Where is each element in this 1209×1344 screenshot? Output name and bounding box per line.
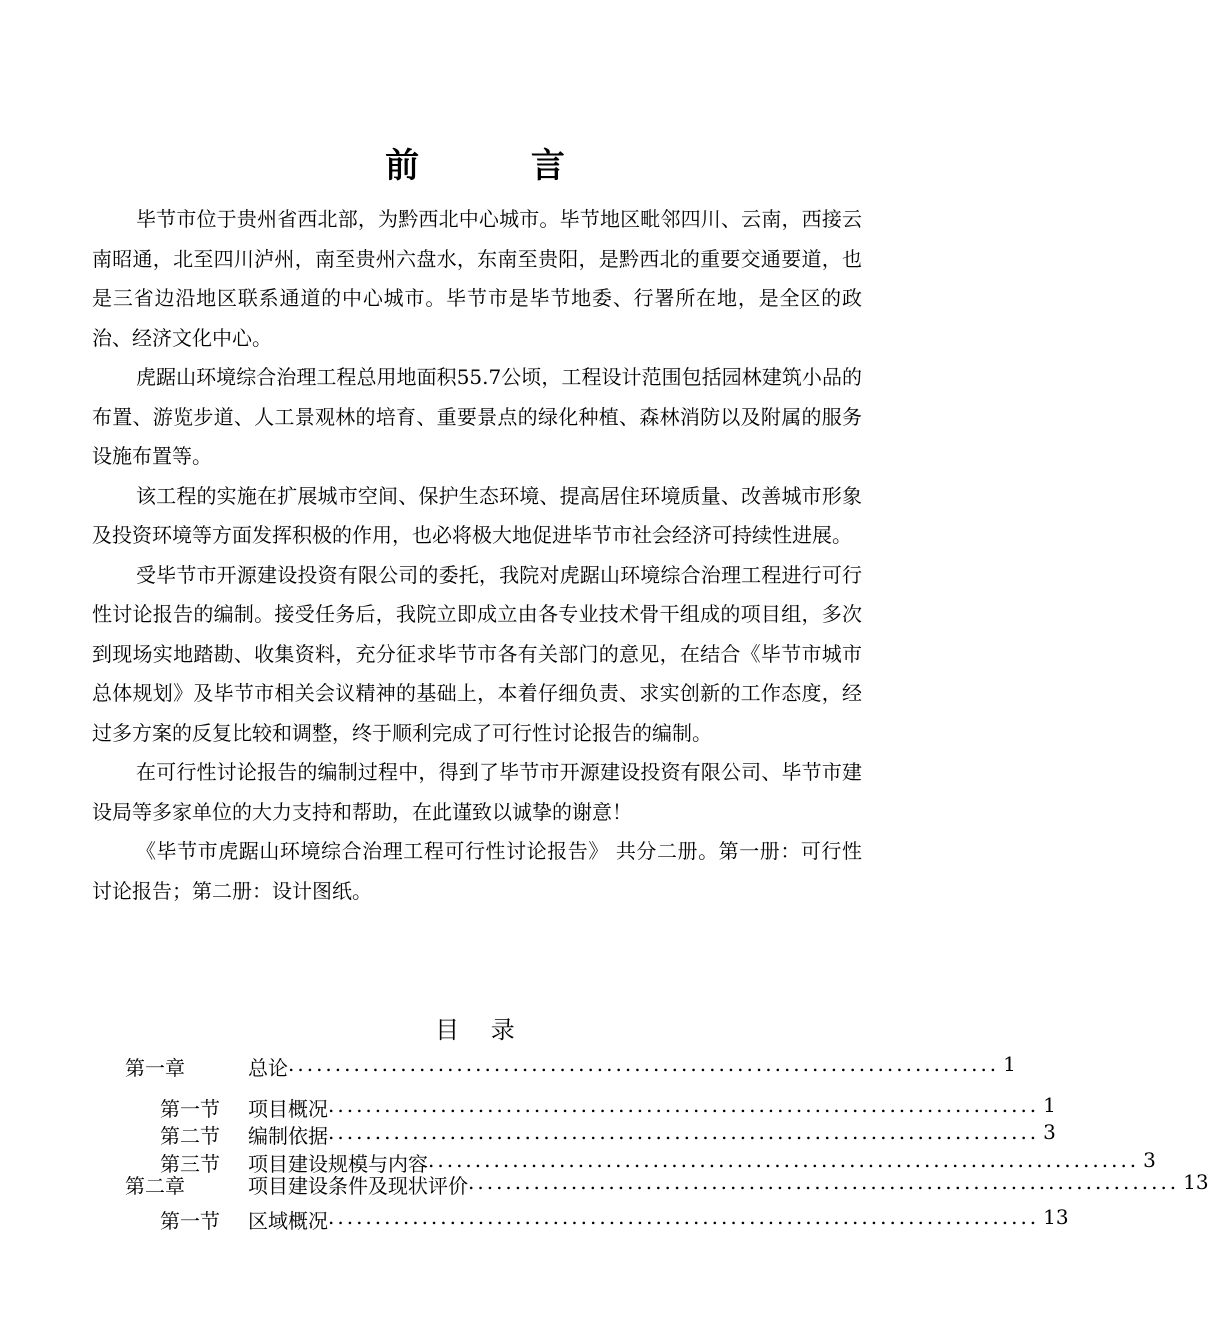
toc-entry-page: 3	[1143, 1148, 1156, 1172]
paragraph: 在可行性讨论报告的编制过程中，得到了毕节市开源建设投资有限公司、毕节市建设局等多家单位的大力支持和帮助，在此谨致以诚挚的谢意！	[92, 760, 862, 824]
toc-leader-dots: ............................................................................	[328, 1093, 1040, 1117]
toc-entry[interactable]	[0, 1093, 1056, 1121]
toc-title: 目 录	[435, 1016, 527, 1044]
toc-entry-name: 编制依据	[248, 1124, 328, 1148]
preface-body	[92, 200, 862, 911]
toc-entry[interactable]	[0, 1205, 1069, 1233]
toc-entry-name: 区域概况	[248, 1209, 328, 1233]
toc-entry-page: 1	[1043, 1093, 1056, 1117]
toc-entry-page: 3	[1043, 1120, 1056, 1144]
toc-entry-name: 项目概况	[248, 1097, 328, 1121]
toc-entry-name: 总论	[248, 1056, 288, 1080]
paragraph: 虎踞山环境综合治理工程总用地面积55.7公顷，工程设计范围包括园林建筑小品的布置、游览步道、人工景观林的培育、重要景点的绿化种植、森林消防以及附属的服务设施布置等。	[92, 365, 862, 468]
toc-entry[interactable]	[0, 1170, 1209, 1198]
toc-entry-number: 第一节	[160, 1209, 220, 1233]
toc-leader-dots: ............................................................................	[428, 1148, 1140, 1172]
toc-entry[interactable]	[0, 1120, 1056, 1148]
toc-leader-dots: ............................................................................	[288, 1052, 1000, 1076]
toc-entry-page: 13	[1183, 1170, 1209, 1194]
toc-entry-number: 第二节	[160, 1124, 220, 1148]
toc-entry-page: 1	[1003, 1052, 1016, 1076]
toc-entry-name: 项目建设规模与内容	[248, 1152, 428, 1176]
paragraph: 《毕节市虎踞山环境综合治理工程可行性讨论报告》 共分二册。第一册：可行性讨论报告；第二册：设计图纸。	[92, 839, 862, 903]
toc-entry-number: 第二章	[125, 1174, 185, 1198]
toc-entry-name: 项目建设条件及现状评价	[248, 1174, 468, 1198]
toc-entry-number: 第一章	[125, 1056, 185, 1080]
page-title: 前 言	[385, 146, 615, 186]
toc-leader-dots: ............................................................................	[468, 1170, 1180, 1194]
toc-entry-number: 第三节	[160, 1152, 220, 1176]
toc-entry-number: 第一节	[160, 1097, 220, 1121]
paragraph: 毕节市位于贵州省西北部，为黔西北中心城市。毕节地区毗邻四川、云南，西接云南昭通，北至四川泸州，南至贵州六盘水，东南至贵阳，是黔西北的重要交通要道，也是三省边沿地区联系通道的中心城市。毕节市是毕节地委、行署所在地，是全区的政治、经济文化中心。	[92, 207, 862, 350]
paragraph: 该工程的实施在扩展城市空间、保护生态环境、提高居住环境质量、改善城市形象及投资环境等方面发挥积极的作用，也必将极大地促进毕节市社会经济可持续性进展。	[92, 483, 862, 547]
toc-entry[interactable]	[0, 1052, 1016, 1080]
toc-entry-page: 13	[1043, 1205, 1069, 1229]
toc-leader-dots: ............................................................................	[328, 1205, 1040, 1229]
toc-leader-dots: ............................................................................	[328, 1120, 1040, 1144]
paragraph: 受毕节市开源建设投资有限公司的委托，我院对虎踞山环境综合治理工程进行可行性讨论报告的编制。接受任务后，我院立即成立由各专业技术骨干组成的项目组，多次到现场实地踏勘、收集资料，充分征求毕节市各有关部门的意见，在结合《毕节市城市总体规划》及毕节市相关会议精神的基础上，本着仔细负责、求实创新的工作态度，经过多方案的反复比较和调整，终于顺利完成了可行性讨论报告的编制。	[92, 562, 862, 745]
